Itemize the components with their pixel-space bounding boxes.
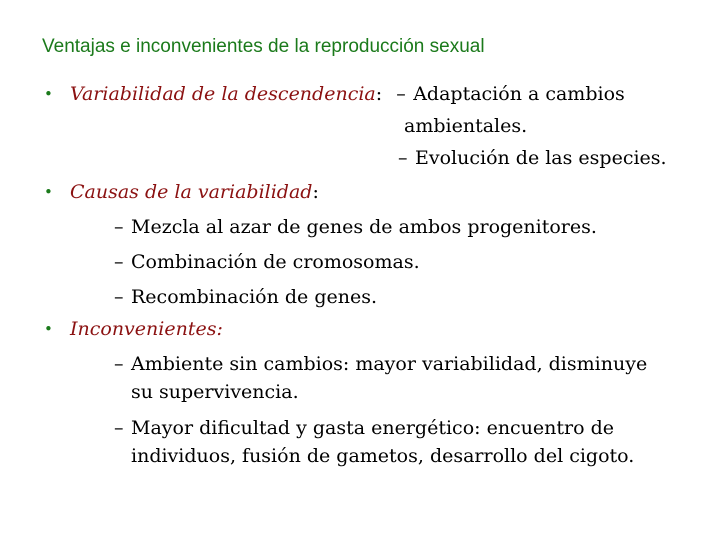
sub-item [114, 416, 614, 440]
bullet-colon: : [312, 181, 319, 203]
dash: – [114, 286, 124, 308]
bullet-label-causas: Causas de la variabilidad [70, 181, 313, 203]
sub-item-text: Mezcla al azar de genes de ambos progenitores. [131, 216, 597, 238]
bullet-line [70, 82, 625, 106]
sub-item-text: Combinación de cromosomas. [131, 251, 420, 273]
sub-item-text: Adaptación a cambios [413, 83, 625, 105]
sub-item-continuation: su supervivencia. [131, 381, 299, 403]
page-title: Ventajas e inconvenientes de la reproducción sexual [42, 36, 485, 57]
bullet-dot: • [44, 183, 53, 201]
sub-item [114, 285, 377, 309]
bullet-colon: : [375, 83, 383, 105]
bullet-dot: • [44, 85, 53, 103]
sub-item-text: Recombinación de genes. [131, 286, 378, 308]
sub-item-continuation: individuos, fusión de gametos, desarrollo del cigoto. [131, 445, 635, 467]
bullet-line [70, 317, 223, 341]
dash: – [396, 83, 406, 105]
bullet-dot: • [44, 320, 53, 338]
sub-item [114, 250, 420, 274]
sub-item-continuation: ambientales. [404, 115, 528, 137]
sub-item-text: Mayor dificultad y gasta energético: encuentro de [131, 417, 615, 439]
dash: – [114, 353, 124, 375]
bullet-label-inconvenientes: Inconvenientes: [70, 318, 223, 340]
dash: – [114, 251, 124, 273]
sub-item [114, 352, 647, 376]
bullet-label-variabilidad: Variabilidad de la descendencia [70, 83, 376, 105]
dash: – [114, 216, 124, 238]
sub-item-text: Ambiente sin cambios: mayor variabilidad, disminuye [131, 353, 648, 375]
sub-item [114, 215, 597, 239]
dash: – [398, 147, 408, 169]
bullet-line [70, 180, 319, 204]
sub-item [398, 146, 667, 170]
dash: – [114, 417, 124, 439]
sub-item-text: Evolución de las especies. [415, 147, 667, 169]
